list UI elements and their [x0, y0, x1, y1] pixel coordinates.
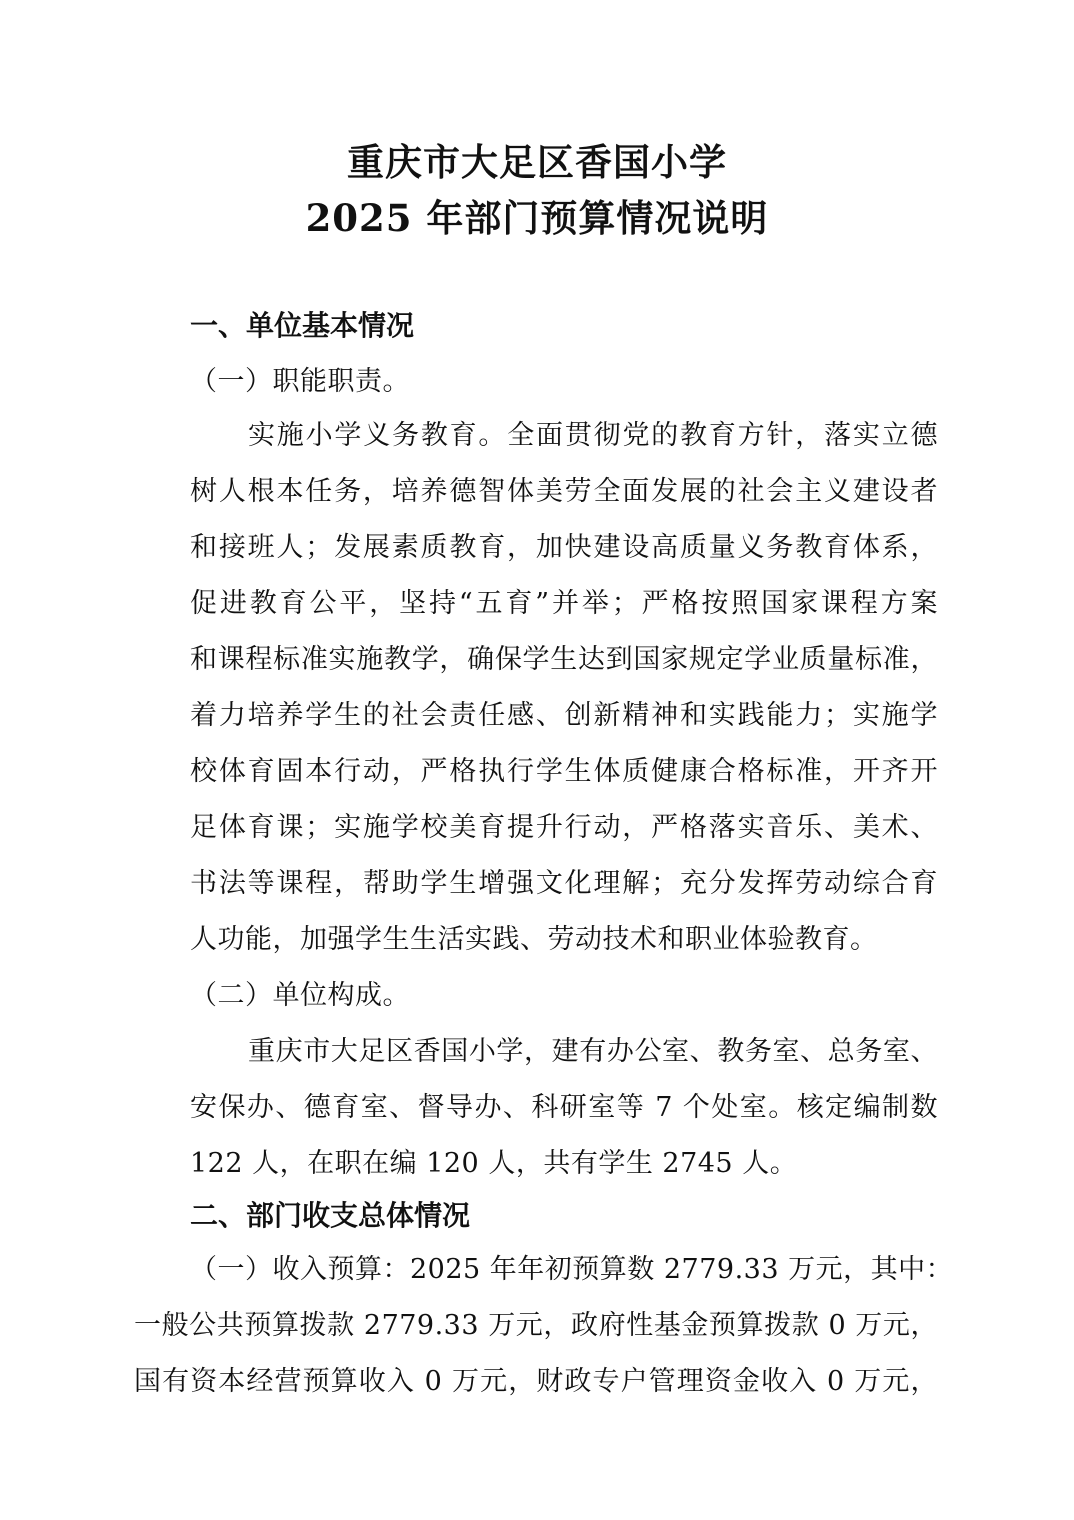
- section2-heading: 二、部门收支总体情况: [190, 1199, 471, 1232]
- para-line: 一般公共预算拨款 2779.33 万元，政府性基金预算拨款 0 万元，: [134, 1310, 938, 1341]
- document-title-line2: 2025 年部门预算情况说明: [305, 196, 769, 240]
- para-line: 实施小学义务教育。全面贯彻党的教育方针，落实立德: [248, 420, 938, 451]
- para-line: 和课程标准实施教学，确保学生达到国家规定学业质量标准，: [190, 644, 938, 675]
- para-line: 和接班人；发展素质教育，加快建设高质量义务教育体系，: [190, 532, 938, 563]
- para-line: 安保办、德育室、督导办、科研室等 7 个处室。核定编制数: [190, 1092, 938, 1123]
- para-line: 人功能，加强学生生活实践、劳动技术和职业体验教育。: [190, 924, 878, 955]
- para-line: 重庆市大足区香国小学，建有办公室、教务室、总务室、: [248, 1036, 938, 1067]
- para-line: 树人根本任务，培养德智体美劳全面发展的社会主义建设者: [190, 476, 938, 507]
- section1-sub2: （二）单位构成。: [190, 980, 410, 1011]
- para-line: 足体育课；实施学校美育提升行动，严格落实音乐、美术、: [190, 812, 938, 843]
- para-line: 校体育固本行动，严格执行学生体质健康合格标准，开齐开: [190, 756, 938, 787]
- para-line: 122 人，在职在编 120 人，共有学生 2745 人。: [190, 1148, 798, 1179]
- para-line: 着力培养学生的社会责任感、创新精神和实践能力；实施学: [190, 700, 938, 731]
- para-line: （一）收入预算：2025 年年初预算数 2779.33 万元，其中：: [190, 1254, 954, 1285]
- document-title-line1: 重庆市大足区香国小学: [347, 140, 727, 184]
- para-line: 国有资本经营预算收入 0 万元，财政专户管理资金收入 0 万元，: [134, 1366, 938, 1397]
- para-line: 促进教育公平，坚持“五育”并举；严格按照国家课程方案: [190, 588, 938, 619]
- para-line: 书法等课程，帮助学生增强文化理解；充分发挥劳动综合育: [190, 868, 938, 899]
- section1-sub1: （一）职能职责。: [190, 366, 410, 397]
- section1-heading: 一、单位基本情况: [190, 309, 415, 342]
